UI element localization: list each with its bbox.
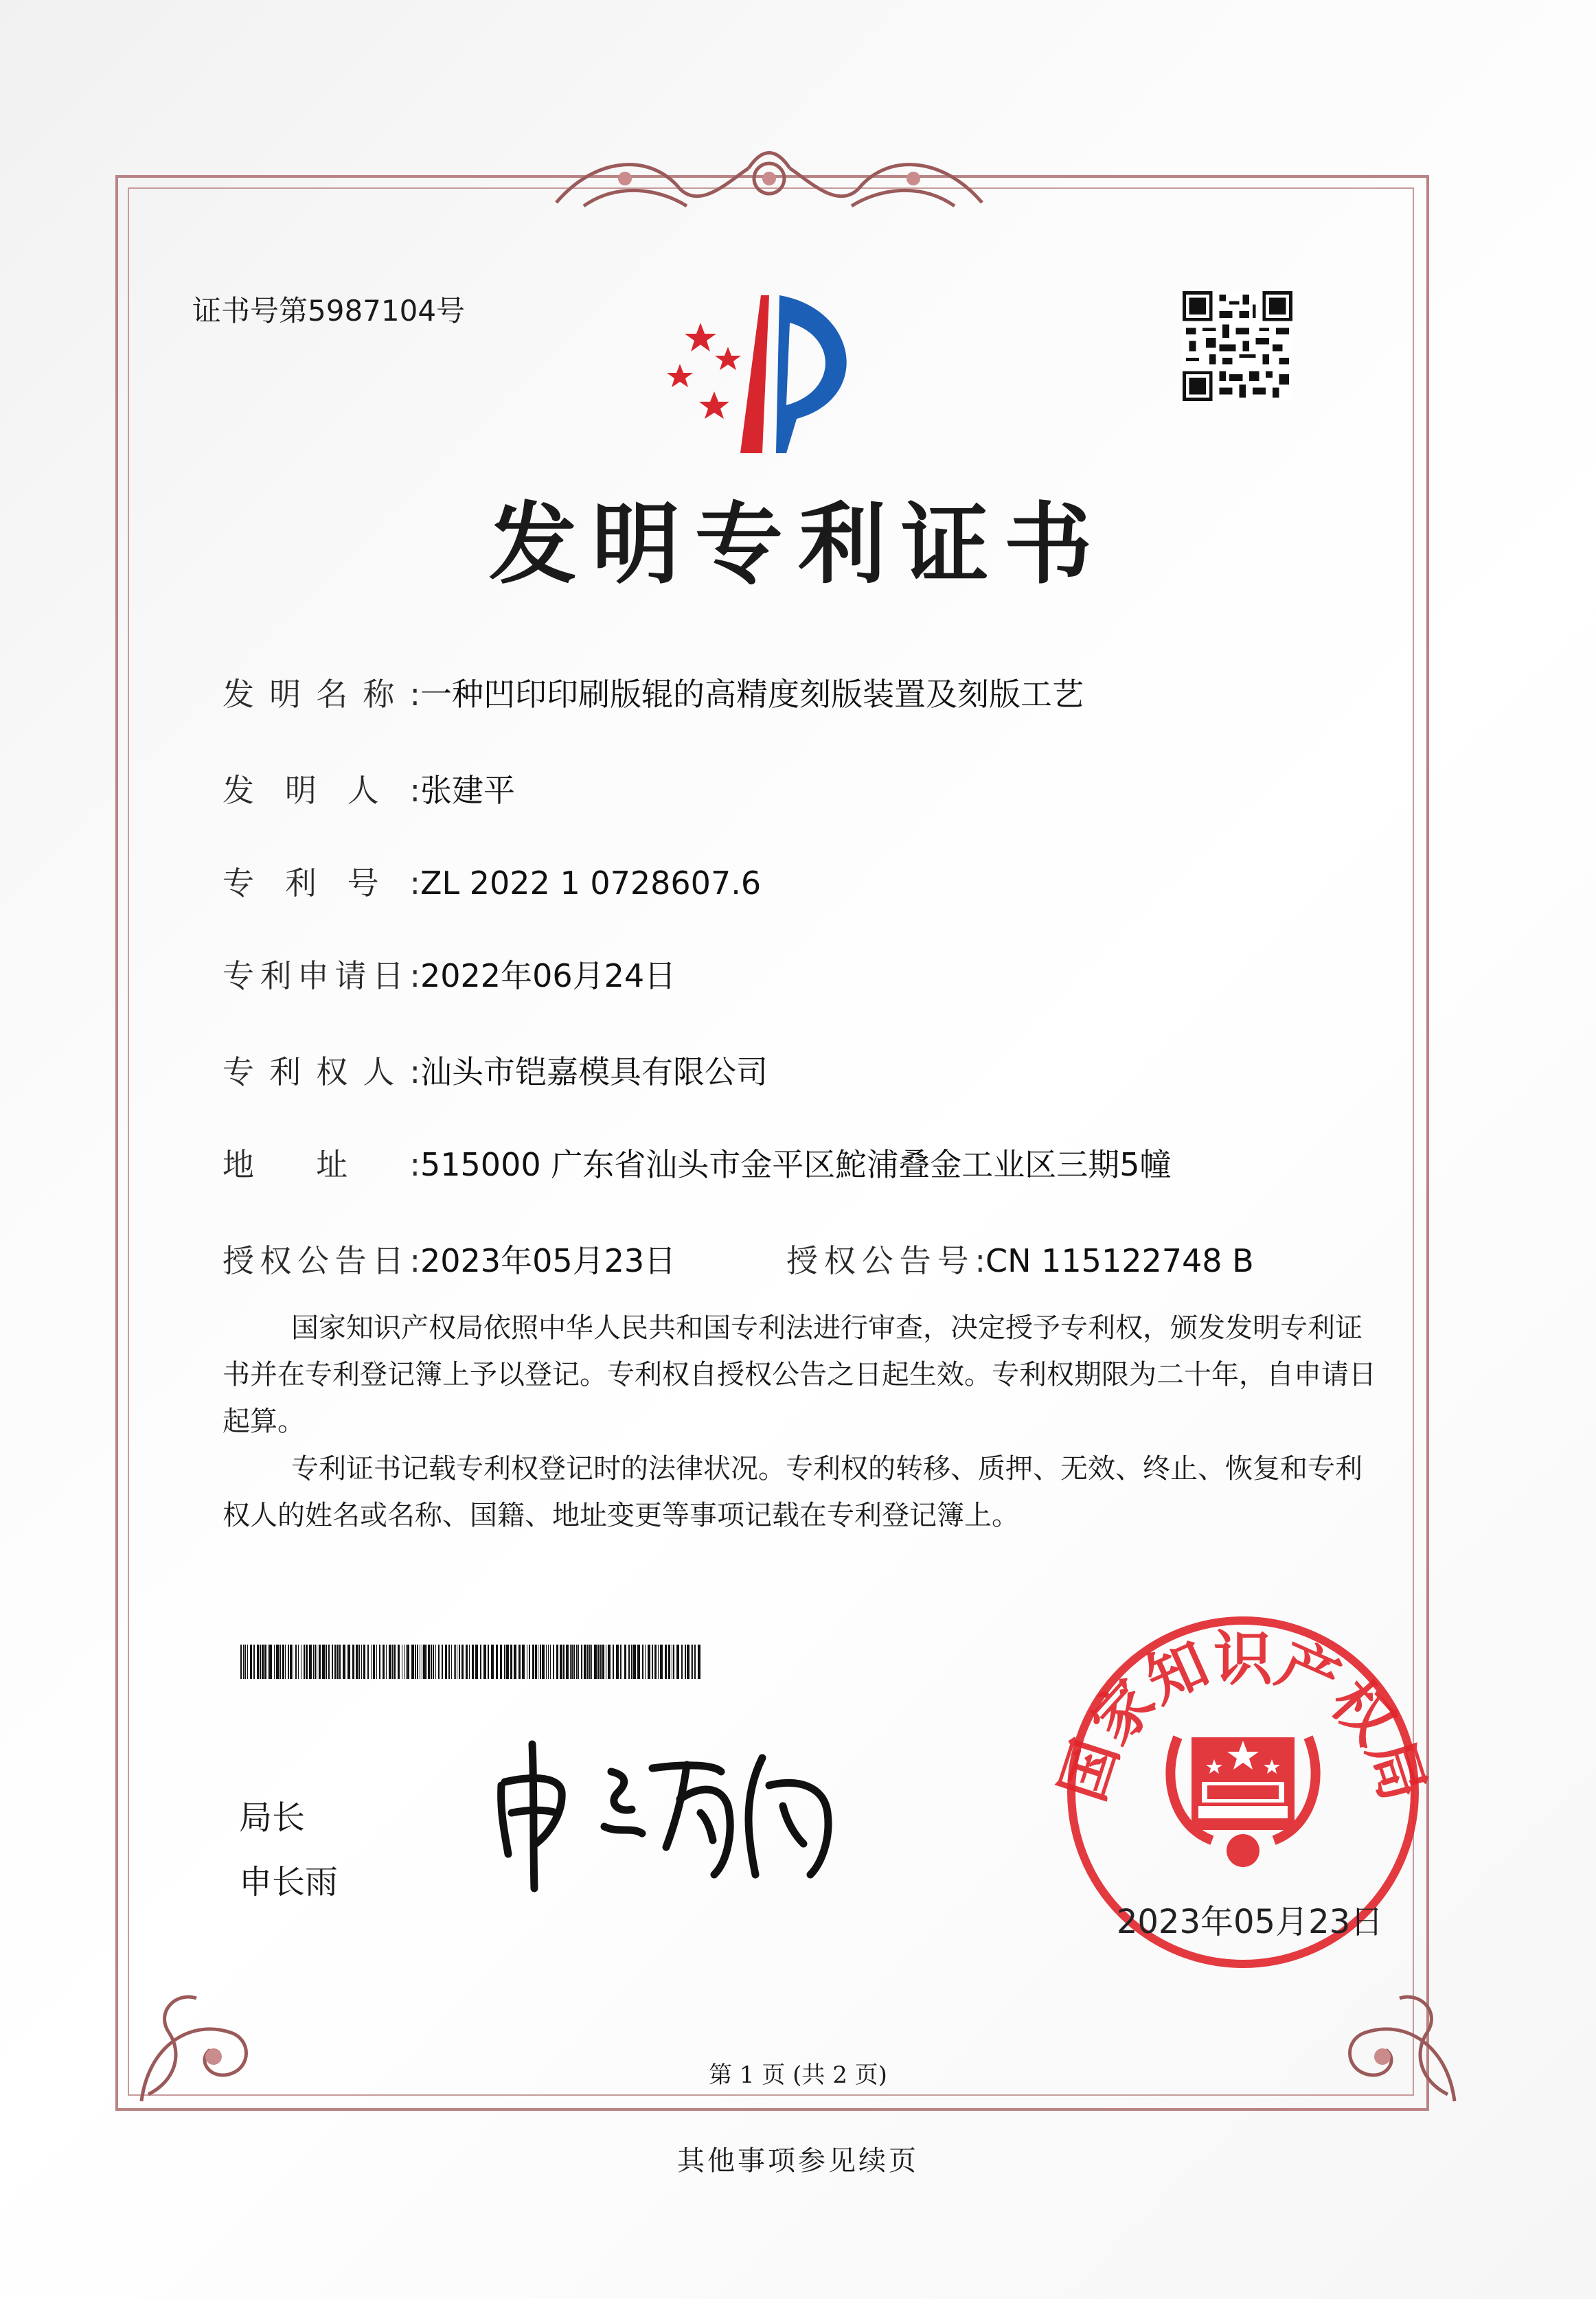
field-label: 发明人: bbox=[223, 772, 420, 809]
footer-note: 其他事项参见续页 bbox=[677, 2145, 919, 2177]
page-number: 第 1 页 (共 2 页) bbox=[709, 2061, 887, 2089]
field-value: 515000 广东省汕头市金平区鮀浦叠金工业区三期5幢 bbox=[420, 1146, 1172, 1183]
field-patent-number bbox=[223, 858, 761, 904]
certificate-number: 证书号第5987104号 bbox=[192, 294, 466, 328]
director-signature bbox=[481, 1717, 838, 1895]
certificate-title: 发明专利证书 bbox=[488, 494, 1107, 596]
qr-code-icon bbox=[1183, 291, 1292, 401]
field-inventor bbox=[223, 766, 515, 811]
field-grant-number bbox=[786, 1236, 1254, 1281]
field-grant-date bbox=[223, 1236, 676, 1281]
field-label: 授权公告号: bbox=[786, 1242, 985, 1279]
barcode-icon bbox=[240, 1645, 702, 1679]
top-ornament bbox=[543, 141, 996, 220]
field-label: 专利号: bbox=[223, 865, 420, 902]
seal-date: 2023年05月23日 bbox=[1116, 1903, 1384, 1941]
field-label: 授权公告日: bbox=[223, 1242, 420, 1279]
field-address bbox=[223, 1140, 1172, 1185]
director-title: 局长 bbox=[239, 1798, 306, 1837]
field-invention-name bbox=[223, 670, 1084, 715]
field-value: 2023年05月23日 bbox=[420, 1242, 676, 1279]
seal-text: 国家知识产权局 bbox=[1048, 1625, 1438, 1809]
field-filing-date bbox=[223, 951, 676, 996]
field-label: 专利权人: bbox=[223, 1053, 420, 1090]
legal-paragraph-2: 专利证书记载专利权登记时的法律状况。专利权的转移、质押、无效、终止、恢复和专利权人的姓名或名称、国籍、地址变更等事项记载在专利登记簿上。 bbox=[223, 1453, 1363, 1531]
director-block bbox=[239, 1785, 338, 1914]
director-name: 申长雨 bbox=[239, 1863, 339, 1901]
legal-paragraph-1: 国家知识产权局依照中华人民共和国专利法进行审查，决定授予专利权，颁发发明专利证书并在专利登记簿上予以登记。专利权自授权公告之日起生效。专利权期限为二十年，自申请日起算。 bbox=[223, 1312, 1376, 1437]
field-patentee bbox=[223, 1047, 768, 1093]
field-value: 一种凹印印刷版辊的高精度刻版装置及刻版工艺 bbox=[420, 676, 1084, 713]
field-value: 2022年06月24日 bbox=[420, 957, 676, 994]
field-value: CN 115122748 B bbox=[985, 1242, 1254, 1279]
field-label: 地址: bbox=[223, 1146, 420, 1183]
field-value: 汕头市铠嘉模具有限公司 bbox=[420, 1053, 768, 1090]
field-label: 专利申请日: bbox=[223, 957, 420, 994]
field-value: 张建平 bbox=[420, 772, 515, 809]
field-value: ZL 2022 1 0728607.6 bbox=[420, 865, 762, 902]
field-label: 发明名称: bbox=[223, 676, 420, 713]
cnipa-logo-icon bbox=[659, 282, 893, 460]
